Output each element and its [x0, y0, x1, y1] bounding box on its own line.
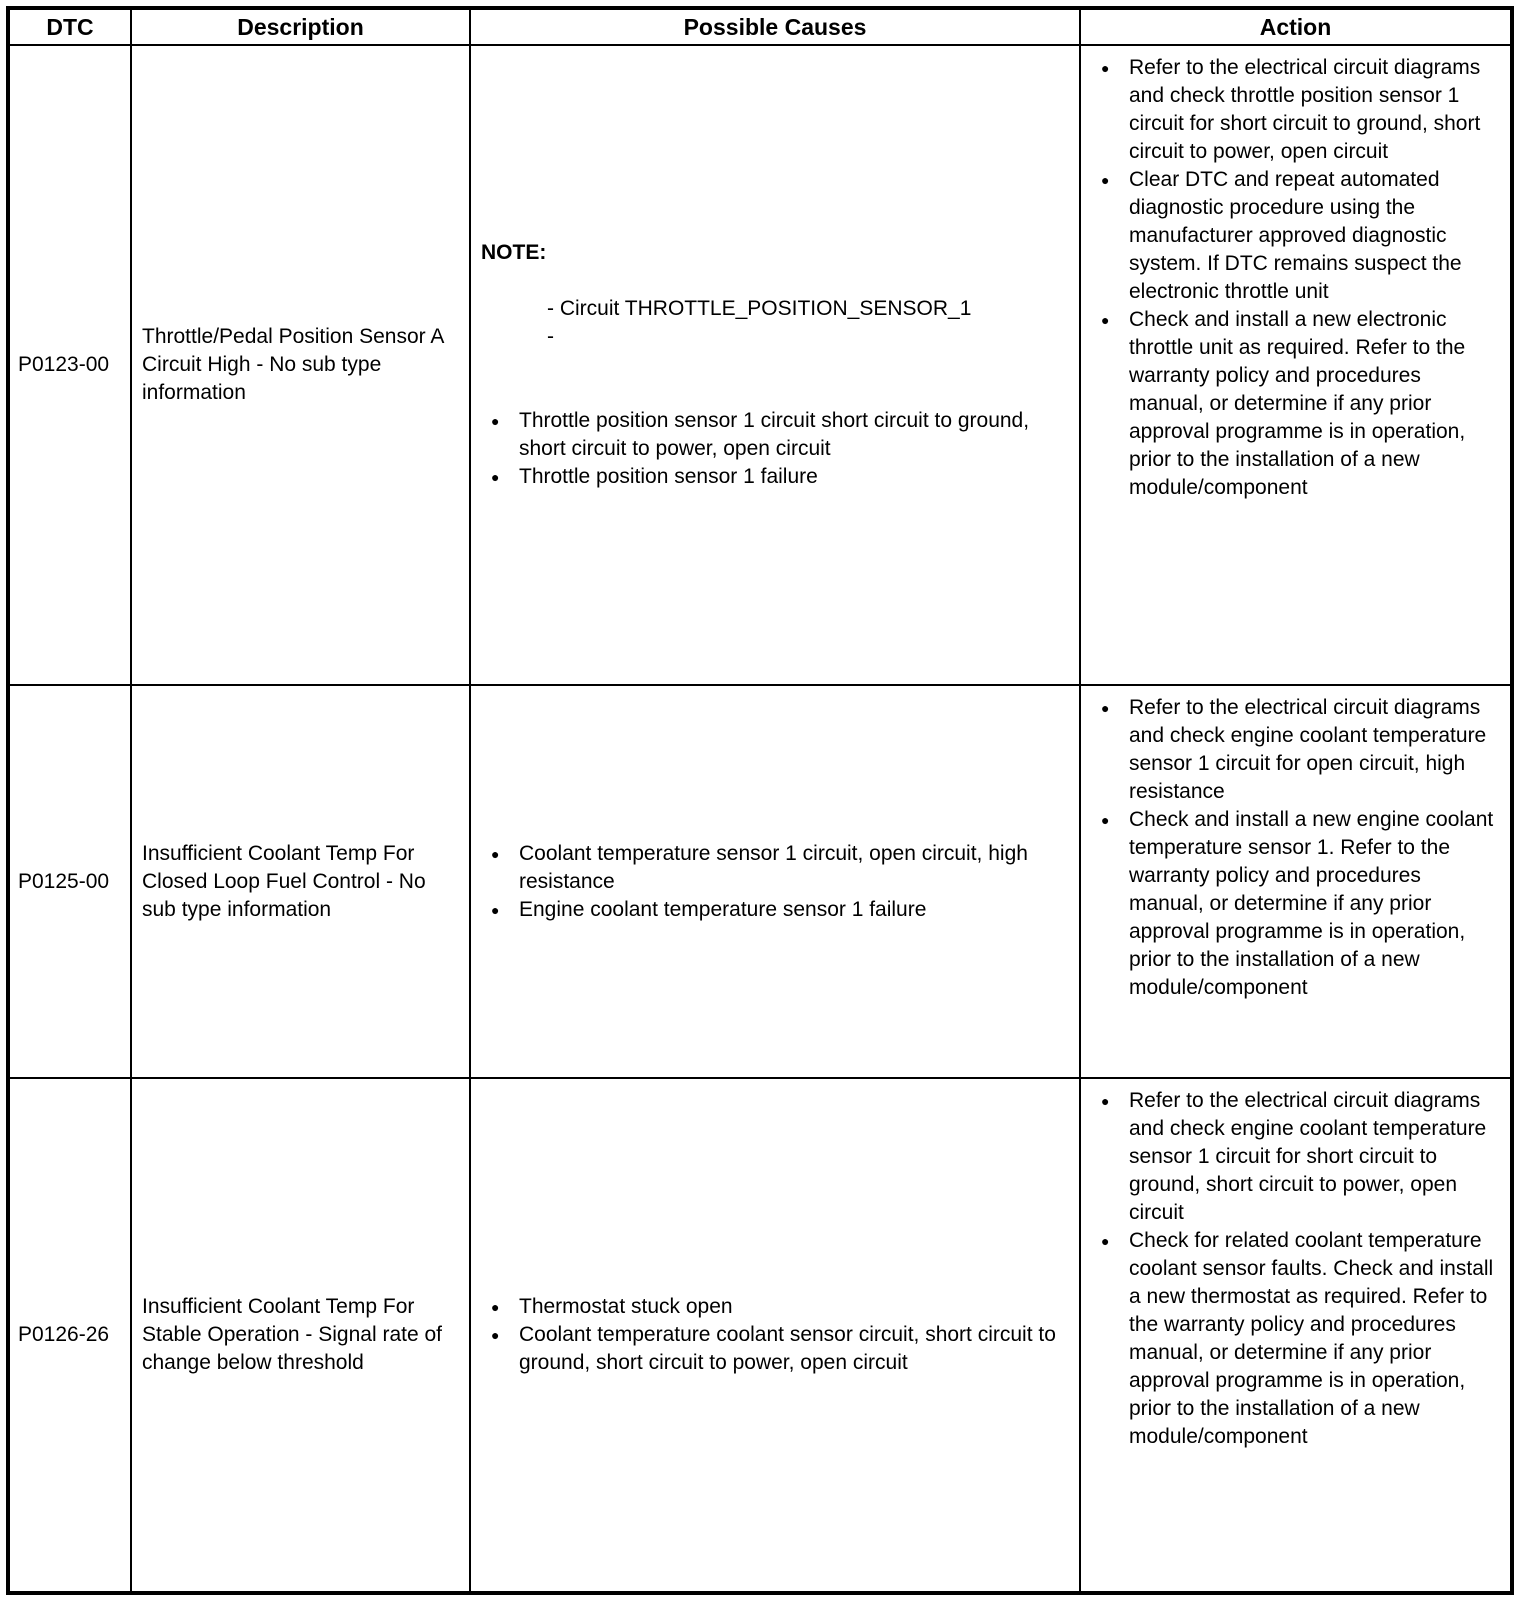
- description-cell: [131, 685, 470, 1078]
- causes-cell: [470, 45, 1080, 685]
- column-header-dtc: DTC: [8, 8, 131, 45]
- action-item: ● Check and install a new electronic throttle unit as required. Refer to the warranty policy and procedures manual, or determine if any prior approval programme is in operation, prior to the installation of a new module/component: [1129, 306, 1500, 502]
- cause-item: ● Coolant temperature coolant sensor circuit, short circuit to ground, short circuit to power, open circuit: [519, 1321, 1069, 1377]
- cause-item-list: [481, 1293, 1069, 1377]
- cause-item: ● Throttle position sensor 1 circuit short circuit to ground, short circuit to power, open circuit: [519, 407, 1069, 463]
- action-cell: [1080, 1078, 1512, 1593]
- action-item: ● Check for related coolant temperature coolant sensor faults. Check and install a new thermostat as required. Refer to the warranty policy and procedures manual, or determine if any prior approval programme is in operation, prior to the installation of a new module/component: [1129, 1227, 1500, 1451]
- dtc-description: Insufficient Coolant Temp For Closed Loop Fuel Control - No sub type information: [142, 841, 426, 921]
- action-item: ● Refer to the electrical circuit diagrams and check engine coolant temperature sensor 1 circuit for short circuit to ground, short circuit to power, open circuit: [1129, 1087, 1500, 1227]
- action-item-list: [1091, 1087, 1500, 1451]
- description-cell: [131, 1078, 470, 1593]
- dtc-description: Throttle/Pedal Position Sensor A Circuit High - No sub type information: [142, 325, 444, 404]
- action-content: [1091, 54, 1500, 502]
- cause-item-list: [481, 407, 1069, 491]
- dtc-cell: [8, 45, 131, 685]
- dtc-table-body: [8, 45, 1512, 1593]
- cause-item: ● Thermostat stuck open: [519, 1293, 1069, 1321]
- action-content: [1091, 694, 1500, 1002]
- table-row: [8, 685, 1512, 1078]
- table-header-row: [8, 8, 1512, 45]
- dtc-description: Insufficient Coolant Temp For Stable Operation - Signal rate of change below threshold: [142, 1295, 443, 1374]
- note-label: NOTE:: [481, 241, 547, 264]
- action-content: [1091, 1087, 1500, 1451]
- note-line: - Circuit THROTTLE_POSITION_SENSOR_1: [547, 297, 972, 320]
- column-header-description: Description: [131, 8, 470, 45]
- table-row: [8, 45, 1512, 685]
- action-item-list: [1091, 694, 1500, 1002]
- table-row: [8, 1078, 1512, 1593]
- note-line: -: [547, 325, 554, 348]
- causes-content: [481, 239, 1069, 491]
- column-header-possible-causes: Possible Causes: [470, 8, 1080, 45]
- dtc-code: P0125-00: [18, 869, 110, 893]
- action-item: ● Clear DTC and repeat automated diagnostic procedure using the manufacturer approved diagnostic system. If DTC remains suspect the electronic throttle unit: [1129, 166, 1500, 306]
- description-cell: [131, 45, 470, 685]
- dtc-code: P0123-00: [18, 353, 110, 376]
- column-header-action: Action: [1080, 8, 1512, 45]
- action-cell: [1080, 45, 1512, 685]
- dtc-cell: [8, 685, 131, 1078]
- cause-item: ● Throttle position sensor 1 failure: [519, 463, 1069, 491]
- action-item-list: [1091, 54, 1500, 502]
- cause-item: ● Coolant temperature sensor 1 circuit, open circuit, high resistance: [519, 840, 1069, 896]
- causes-cell: [470, 1078, 1080, 1593]
- cause-item: ● Engine coolant temperature sensor 1 failure: [519, 896, 1069, 924]
- dtc-code: P0126-26: [18, 1323, 110, 1346]
- dtc-table: [6, 6, 1514, 1595]
- action-item: ● Refer to the electrical circuit diagrams and check engine coolant temperature sensor 1 circuit for open circuit, high resistance: [1129, 694, 1500, 806]
- note-block: [481, 239, 1069, 351]
- action-cell: [1080, 685, 1512, 1078]
- causes-content: [481, 840, 1069, 924]
- action-item: ● Refer to the electrical circuit diagrams and check throttle position sensor 1 circuit for short circuit to ground, short circuit to power, open circuit: [1129, 54, 1500, 166]
- cause-item-list: [481, 840, 1069, 924]
- action-item: ● Check and install a new engine coolant temperature sensor 1. Refer to the warranty policy and procedures manual, or determine if any prior approval programme is in operation, prior to the installation of a new module/component: [1129, 806, 1500, 1002]
- causes-content: [481, 1293, 1069, 1377]
- causes-cell: [470, 685, 1080, 1078]
- dtc-cell: [8, 1078, 131, 1593]
